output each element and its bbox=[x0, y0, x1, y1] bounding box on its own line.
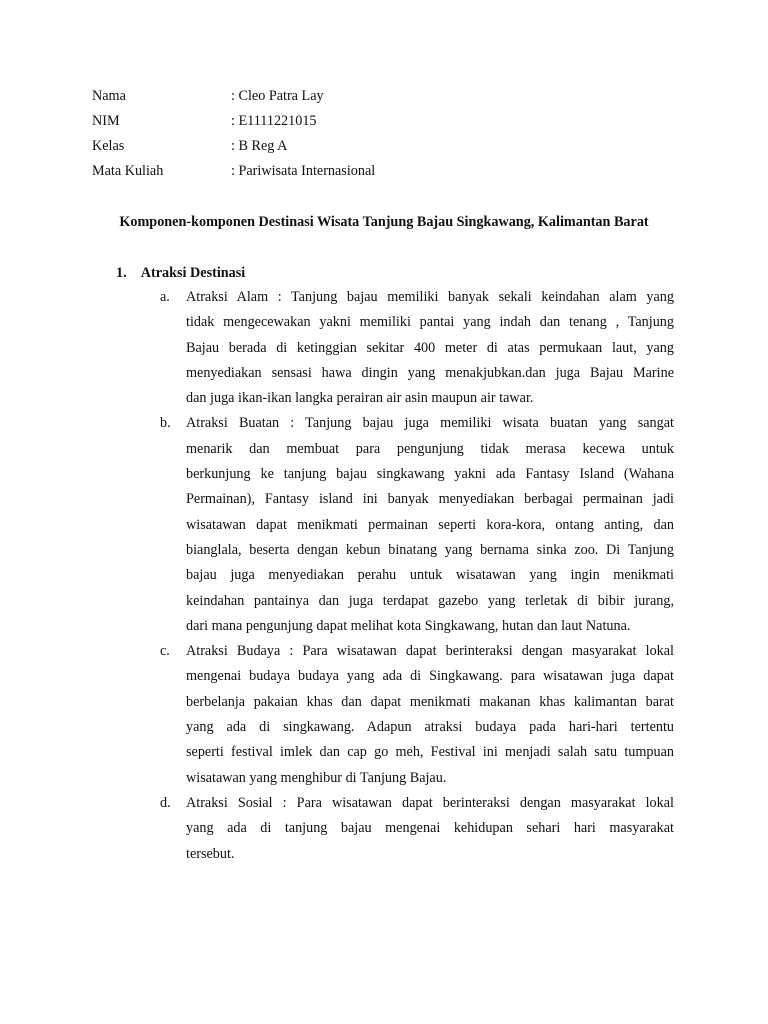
nama-value: : Cleo Patra Lay bbox=[231, 88, 324, 104]
mata-kuliah-row bbox=[92, 161, 592, 186]
paragraph-line: seperti festival imlek dan cap go meh, Festival ini menjadi salah satu tumpuan bbox=[186, 744, 674, 761]
paragraph-line: yang ada di tanjung bajau mengenai kehidupan sehari hari masyarakat bbox=[186, 820, 674, 837]
nim-label: NIM bbox=[92, 113, 120, 129]
paragraph-line: Bajau berada di ketinggian sekitar 400 meter di atas permukaan laut, yang bbox=[186, 339, 674, 356]
kelas-row bbox=[92, 136, 592, 161]
list-item bbox=[160, 791, 674, 867]
mata-kuliah-value: : Pariwisata Internasional bbox=[231, 163, 376, 179]
attraction-list bbox=[160, 285, 674, 867]
kelas-label: Kelas bbox=[92, 138, 125, 154]
section-heading bbox=[116, 261, 245, 285]
kelas-value: : B Reg A bbox=[231, 138, 288, 154]
list-item-body bbox=[186, 411, 674, 639]
nama-row bbox=[92, 86, 592, 111]
list-item bbox=[160, 639, 674, 791]
paragraph-line: Permainan), Fantasy island ini banyak menyediakan berbagai permainan jadi bbox=[186, 491, 674, 508]
nim-row bbox=[92, 111, 592, 136]
list-item-letter: c. bbox=[160, 643, 170, 660]
list-item-letter: a. bbox=[160, 289, 170, 305]
paragraph-line: berkunjung ke tanjung bajau singkawang yakni ada Fantasy Island (Wahana bbox=[186, 466, 674, 483]
document-title: Komponen-komponen Destinasi Wisata Tanjung Bajau Singkawang, Kalimantan Barat bbox=[119, 214, 649, 230]
paragraph-line: tidak mengecewakan yakni memiliki pantai yang indah dan tenang , Tanjung bbox=[186, 314, 674, 331]
list-item-letter: d. bbox=[160, 794, 171, 811]
nim-value: : E1111221015 bbox=[231, 113, 317, 129]
paragraph-line: Atraksi Alam : Tanjung bajau memiliki banyak sekali keindahan alam yang bbox=[186, 289, 674, 305]
student-info bbox=[92, 86, 592, 186]
list-item bbox=[160, 411, 674, 639]
section-number: 1. bbox=[116, 265, 127, 281]
paragraph-line: dari mana pengunjung dapat melihat kota Singkawang, hutan dan laut Natuna. bbox=[186, 617, 631, 634]
list-item-body bbox=[186, 285, 674, 411]
paragraph-line: bajau juga menyediakan perahu untuk wisatawan yang ingin menikmati bbox=[186, 567, 674, 584]
paragraph-line: bianglala, beserta dengan kebun binatang yang bernama sinka zoo. Di Tanjung bbox=[186, 541, 674, 558]
section-title: Atraksi Destinasi bbox=[140, 265, 246, 281]
paragraph-line: wisatawan dapat menikmati permainan seperti kora-kora, ontang anting, dan bbox=[186, 516, 674, 533]
paragraph-line: Atraksi Buatan : Tanjung bajau juga memiliki wisata buatan yang sangat bbox=[186, 415, 674, 432]
paragraph-line: keindahan pantainya dan juga terdapat gazebo yang terletak di bibir jurang, bbox=[186, 592, 674, 609]
list-item-body bbox=[186, 639, 674, 791]
paragraph-line: yang ada di singkawang. Adapun atraksi budaya pada hari-hari tertentu bbox=[186, 719, 674, 736]
paragraph-line: Atraksi Sosial : Para wisatawan dapat berinteraksi dengan masyarakat lokal bbox=[186, 794, 674, 811]
paragraph-line: dan juga ikan-ikan langka perairan air asin maupun air tawar. bbox=[186, 390, 534, 407]
list-item bbox=[160, 285, 674, 411]
list-item-body bbox=[186, 791, 674, 867]
paragraph-line: wisatawan yang menghibur di Tanjung Bajau. bbox=[186, 769, 447, 786]
paragraph-line: menarik dan membuat para pengunjung tidak merasa kecewa untuk bbox=[186, 440, 674, 457]
nama-label: Nama bbox=[92, 88, 126, 104]
paragraph-line: Atraksi Budaya : Para wisatawan dapat berinteraksi dengan masyarakat lokal bbox=[186, 643, 674, 660]
paragraph-line: menyediakan sensasi hawa dingin yang menakjubkan.dan juga Bajau Marine bbox=[186, 364, 674, 381]
paragraph-line: berbelanja pakaian khas dan dapat menikmati makanan khas kalimantan barat bbox=[186, 693, 674, 710]
paragraph-line: tersebut. bbox=[186, 845, 235, 862]
list-item-letter: b. bbox=[160, 415, 171, 432]
paragraph-line: mengenai budaya budaya yang ada di Singkawang. para wisatawan juga dapat bbox=[186, 668, 674, 685]
mata-kuliah-label: Mata Kuliah bbox=[92, 163, 164, 179]
